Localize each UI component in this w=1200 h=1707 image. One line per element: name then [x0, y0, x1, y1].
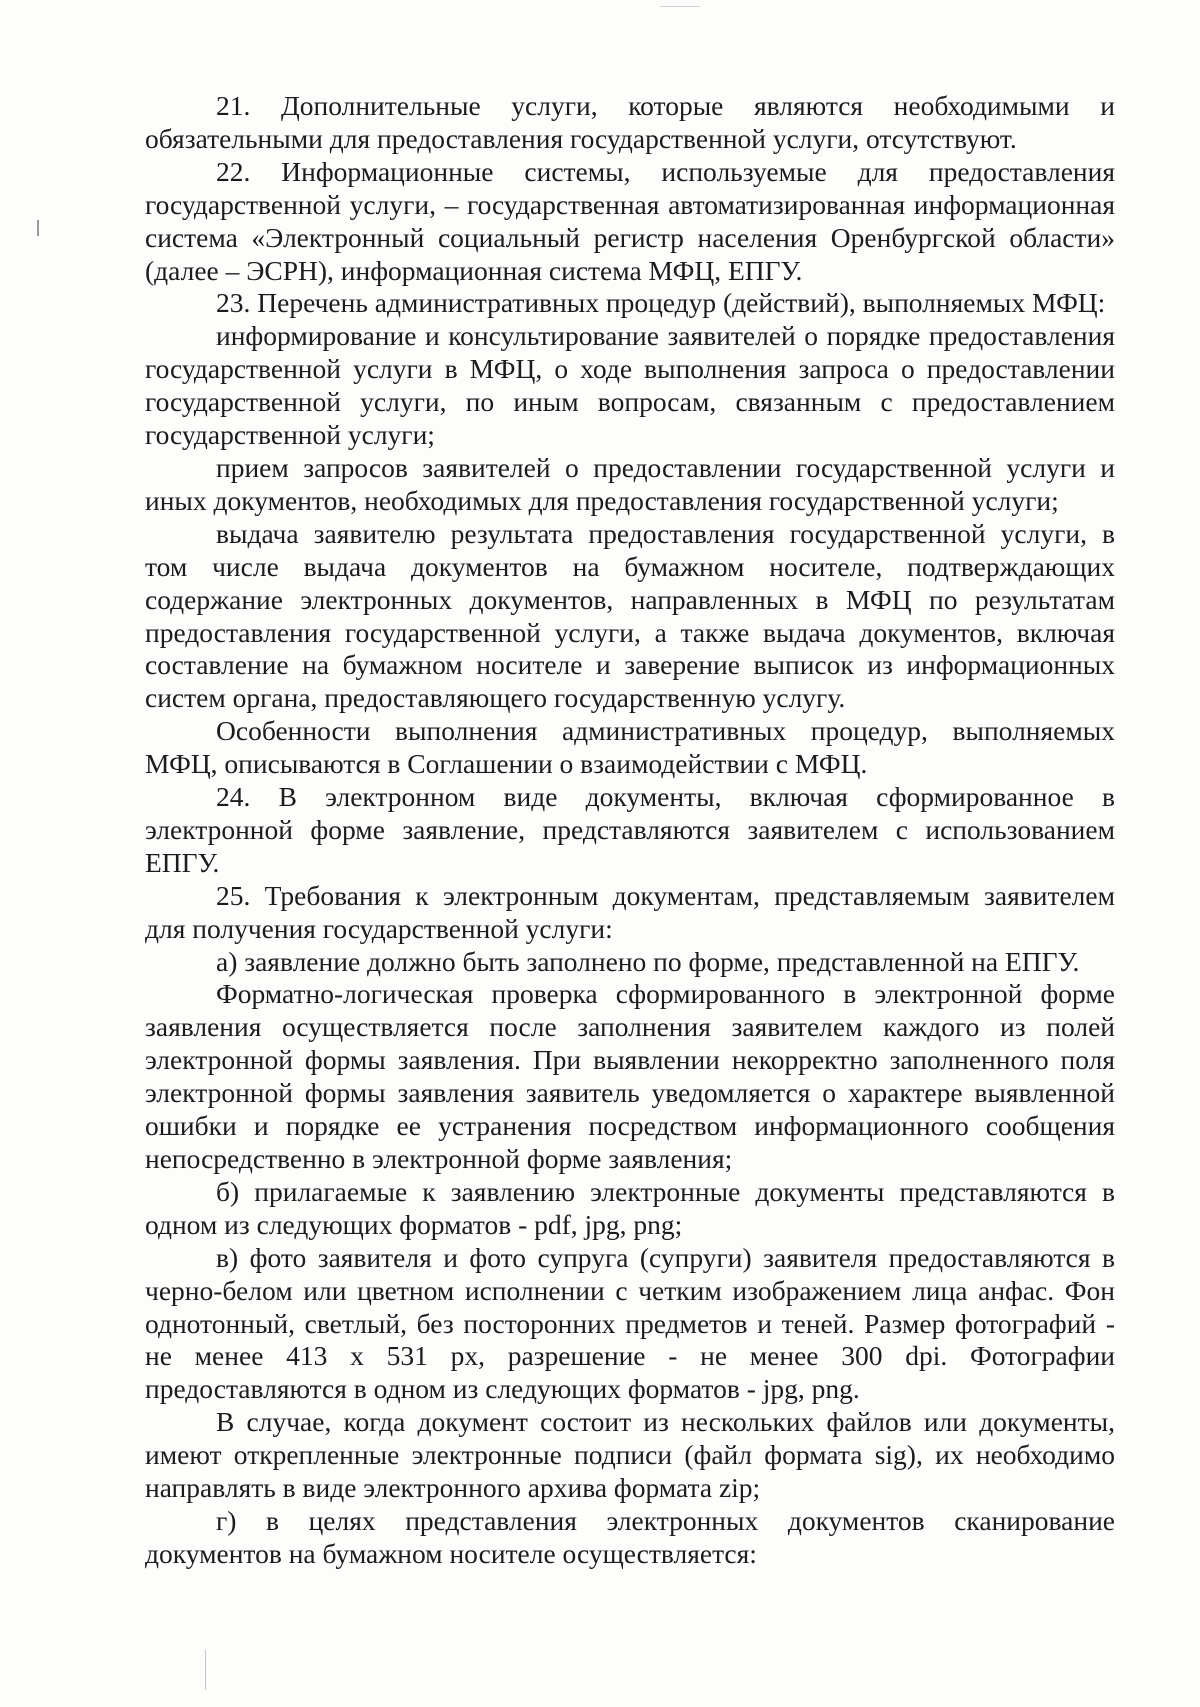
- list-item-a: а) заявление должно быть заполнено по форме, представленной на ЕПГУ.: [216, 945, 1080, 977]
- scan-artifact: [205, 1650, 206, 1690]
- paragraph-23: 23. Перечень административных процедур (действий), выполняемых МФЦ:: [216, 287, 1106, 319]
- paragraph-procedures-note: Особенности выполнения административных процедур, выполняемых МФЦ, описываются в Соглашении о взаимодействии с МФЦ.: [145, 715, 1115, 780]
- document-body: [145, 90, 1115, 1571]
- list-item-b: б) прилагаемые к заявлению электронные документы представляются в одном из следующих форматов - pdf, jpg, png;: [145, 1175, 1115, 1240]
- paragraph-21: 21. Дополнительные услуги, которые являются необходимыми и обязательными для предоставления государственной услуги, отсутствуют.: [145, 90, 1115, 154]
- list-item-v: в) фото заявителя и фото супруга (супруги) заявителя предоставляются в черно-белом или цветном исполнении с четким изображением лица анфас. Фон однотонный, светлый, без посторонних предметов и теней. Размер фотографий - не менее 413 x 531 px, разрешение - не менее 300 dpi. Фотографии предоставляются в одном из следующих форматов - jpg, png.: [145, 1241, 1115, 1405]
- scan-artifact: [660, 6, 700, 7]
- paragraph-22: 22. Информационные системы, используемые для предоставления государственной услуги, – государственная автоматизированная информационная система «Электронный социальный регистр населения Оренбургской области» (далее – ЭСРН), информационная система МФЦ, ЕПГУ.: [145, 155, 1115, 286]
- list-item-g: г) в целях представления электронных документов сканирование документов на бумажном носителе осуществляется:: [145, 1504, 1115, 1569]
- paragraph-format-check: Форматно-логическая проверка сформированного в электронной форме заявления осуществляется после заполнения заявителем каждого из полей электронной формы заявления. При выявлении некорректно заполненного поля электронной формы заявления заявитель уведомляется о характере выявленной ошибки и порядке ее устранения посредством информационного сообщения непосредственно в электронной форме заявления;: [145, 978, 1115, 1174]
- list-item-issuance: выдача заявителю результата предоставления государственной услуги, в том числе выдача документов на бумажном носителе, подтверждающих содержание электронных документов, направленных в МФЦ по результатам предоставления государственной услуги, а также выдача документов, включая составление на бумажном носителе и заверение выписок из информационных систем органа, предоставляющего государственную услугу.: [145, 517, 1115, 714]
- paragraph-24: 24. В электронном виде документы, включая сформированное в электронной форме заявление, представляются заявителем с использованием ЕПГУ.: [145, 781, 1115, 878]
- list-item-informing: информирование и консультирование заявителей о порядке предоставления государственной услуги в МФЦ, о ходе выполнения запроса о предоставлении государственной услуги, по иным вопросам, связанным с предоставлением государственной услуги;: [145, 320, 1115, 451]
- scan-artifact: [37, 220, 39, 236]
- paragraph-zip-archive: В случае, когда документ состоит из нескольких файлов или документы, имеют открепленные электронные подписи (файл формата sig), их необходимо направлять в виде электронного архива формата zip;: [145, 1406, 1115, 1504]
- list-item-reception: прием запросов заявителей о предоставлении государственной услуги и иных документов, необходимых для предоставления государственной услуги;: [145, 451, 1115, 516]
- paragraph-25: 25. Требования к электронным документам, представляемым заявителем для получения государственной услуги:: [145, 879, 1115, 944]
